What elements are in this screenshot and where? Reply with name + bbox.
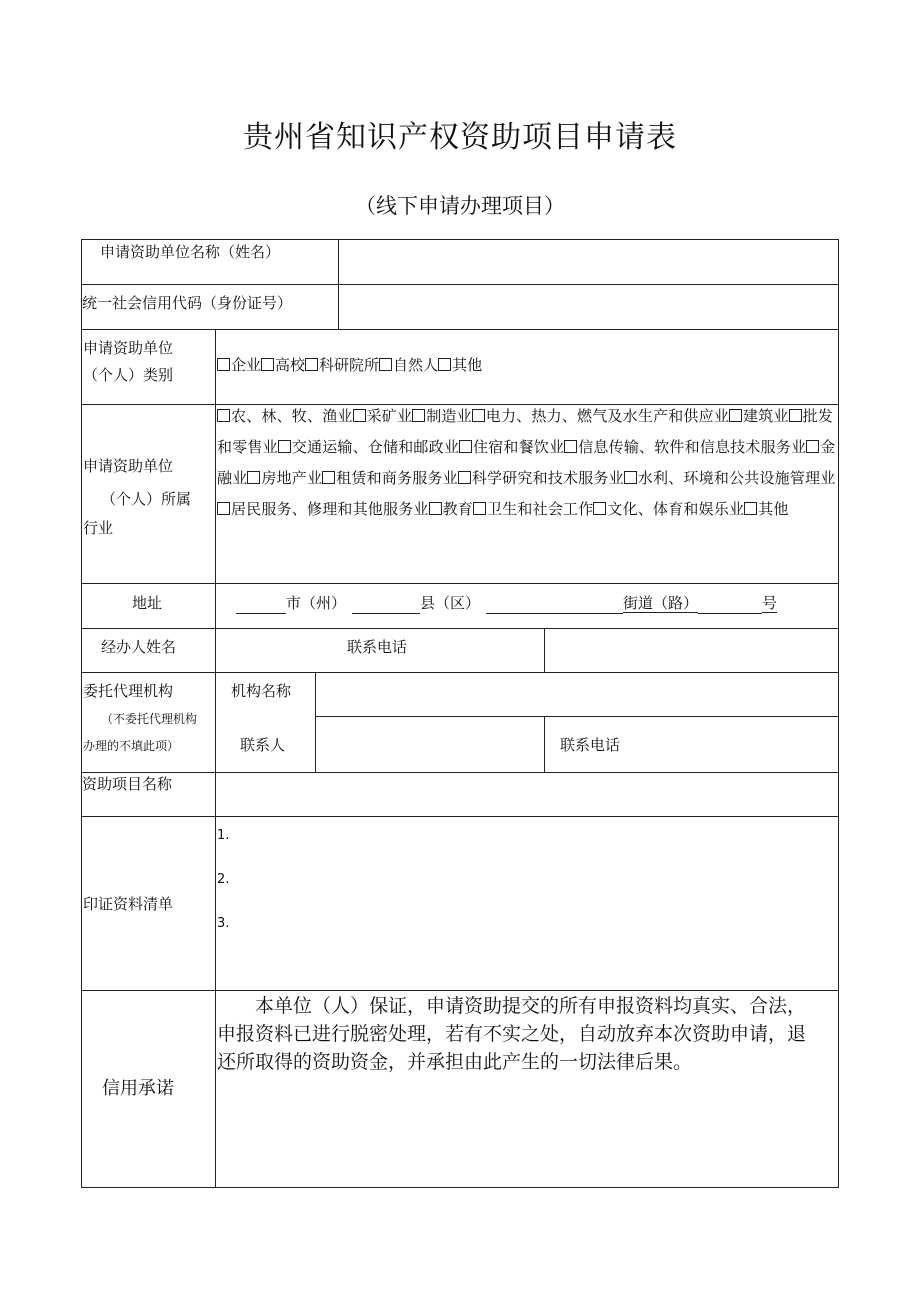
county-input[interactable] bbox=[352, 597, 420, 614]
industry-option: 住宿和餐饮业 bbox=[473, 438, 565, 456]
address-fields bbox=[236, 593, 777, 614]
agency-note-line-2: 办理的不填此项） bbox=[83, 739, 180, 753]
checkbox[interactable] bbox=[744, 502, 757, 515]
industry-option: 卫生和社会工作 bbox=[487, 500, 594, 518]
checkbox[interactable] bbox=[429, 502, 442, 515]
checkbox[interactable] bbox=[806, 440, 819, 453]
handler-phone-field[interactable] bbox=[546, 630, 836, 670]
credit-code-label: 统一社会信用代码（身份证号） bbox=[82, 294, 293, 312]
project-name-field[interactable] bbox=[217, 774, 836, 814]
address-number-label: 号 bbox=[762, 594, 778, 612]
industry-label-line-2: （个人）所属 bbox=[101, 490, 192, 508]
option-other: 其他 bbox=[452, 356, 483, 374]
industry-option: 租赁和商务服务业 bbox=[336, 469, 458, 487]
agency-contact-field[interactable] bbox=[317, 718, 542, 770]
evidence-label: 印证资料清单 bbox=[83, 895, 174, 913]
handler-name-label: 经办人姓名 bbox=[101, 638, 177, 656]
handler-name-field[interactable] bbox=[217, 630, 337, 670]
city-input[interactable] bbox=[236, 597, 286, 614]
agency-name-label: 机构名称 bbox=[231, 682, 292, 700]
agency-note-line-1: （不委托代理机构 bbox=[101, 712, 198, 726]
address-street-label: 街道（路） bbox=[623, 594, 699, 612]
credit-code-field[interactable] bbox=[340, 286, 836, 328]
category-options bbox=[217, 355, 482, 375]
checkbox[interactable] bbox=[458, 471, 471, 484]
address-county-label: 县（区） bbox=[420, 594, 481, 612]
checkbox-enterprise[interactable] bbox=[217, 358, 230, 371]
promise-text: 本单位（人）保证，申请资助提交的所有申报资料均真实、合法，申报资料已进行脱密处理，若有不实之处，自动放弃本次资助申请，退还所取得的资助资金，并承担由此产生的一切法律后果。 bbox=[217, 995, 807, 1073]
checkbox[interactable] bbox=[217, 502, 230, 515]
agency-phone-label: 联系电话 bbox=[560, 736, 621, 754]
checkbox[interactable] bbox=[593, 502, 606, 515]
applicant-name-field[interactable] bbox=[340, 241, 836, 283]
street-input[interactable] bbox=[486, 597, 623, 614]
industry-option: 教育 bbox=[442, 500, 474, 518]
industry-label-line-1: 申请资助单位 bbox=[83, 457, 174, 475]
checkbox[interactable] bbox=[473, 502, 486, 515]
checkbox[interactable] bbox=[459, 440, 472, 453]
checkbox[interactable] bbox=[217, 409, 230, 422]
industry-option: 文化、体育和娱乐业 bbox=[607, 500, 745, 518]
checkbox[interactable] bbox=[322, 471, 335, 484]
industry-option: 采矿业 bbox=[366, 407, 413, 425]
checkbox-research-institute[interactable] bbox=[305, 358, 318, 371]
checkbox[interactable] bbox=[353, 409, 366, 422]
checkbox[interactable] bbox=[412, 409, 425, 422]
checkbox[interactable] bbox=[247, 471, 260, 484]
option-natural-person: 自然人 bbox=[393, 356, 439, 374]
checkbox[interactable] bbox=[789, 409, 802, 422]
industry-option: 其他 bbox=[758, 500, 789, 518]
industry-option: 科学研究和技术服务业 bbox=[471, 469, 624, 487]
category-label-line-2: （个人）类别 bbox=[83, 366, 174, 384]
checkbox-natural-person[interactable] bbox=[379, 358, 392, 371]
checkbox[interactable] bbox=[624, 471, 637, 484]
project-name-label: 资助项目名称 bbox=[82, 775, 173, 793]
checkbox[interactable] bbox=[278, 440, 291, 453]
evidence-item-2: 2. bbox=[217, 872, 230, 887]
agency-label: 委托代理机构 bbox=[83, 682, 174, 700]
industry-option: 居民服务、修理和其他服务业 bbox=[231, 500, 429, 518]
checkbox[interactable] bbox=[564, 440, 577, 453]
industry-option: 制造业 bbox=[426, 407, 472, 425]
industry-option: 建筑业 bbox=[743, 407, 789, 425]
industry-option: 电力、热力、燃气及水生产和供应业 bbox=[485, 407, 730, 425]
industry-option: 信息传输、软件和信息技术服务业 bbox=[578, 438, 807, 456]
agency-contact-label: 联系人 bbox=[240, 736, 286, 754]
industry-label-line-3: 行业 bbox=[83, 519, 114, 537]
industry-option: 农、林、牧、渔业 bbox=[231, 407, 353, 425]
industry-options bbox=[217, 401, 839, 525]
industry-option: 水利、环境和公共设施管理业 bbox=[637, 469, 836, 487]
handler-phone-label: 联系电话 bbox=[347, 638, 408, 656]
category-label-line-1: 申请资助单位 bbox=[83, 339, 174, 357]
page-subtitle: （线下申请办理项目） bbox=[355, 194, 565, 218]
page-title: 贵州省知识产权资助项目申请表 bbox=[243, 120, 677, 155]
checkbox[interactable] bbox=[472, 409, 485, 422]
option-university: 高校 bbox=[275, 356, 306, 374]
industry-option: 房地产业 bbox=[261, 469, 323, 487]
evidence-item-1: 1. bbox=[217, 828, 230, 843]
option-research-institute: 科研院所 bbox=[319, 356, 380, 374]
evidence-item-3: 3. bbox=[217, 916, 230, 931]
checkbox-other[interactable] bbox=[438, 358, 451, 371]
address-city-label: 市（州） bbox=[286, 594, 347, 612]
agency-name-field[interactable] bbox=[317, 674, 836, 714]
option-enterprise: 企业 bbox=[231, 356, 262, 374]
industry-option: 交通运输、仓储和邮政业 bbox=[291, 438, 460, 456]
address-label: 地址 bbox=[132, 594, 163, 612]
promise-label: 信用承诺 bbox=[102, 1078, 174, 1099]
number-input[interactable] bbox=[698, 597, 762, 614]
checkbox[interactable] bbox=[729, 409, 742, 422]
industry-option: 金融业 bbox=[217, 438, 836, 487]
applicant-name-label: 申请资助单位名称（姓名） bbox=[100, 243, 281, 261]
checkbox-university[interactable] bbox=[261, 358, 274, 371]
industry-option: 批发和零售业 bbox=[217, 407, 834, 456]
